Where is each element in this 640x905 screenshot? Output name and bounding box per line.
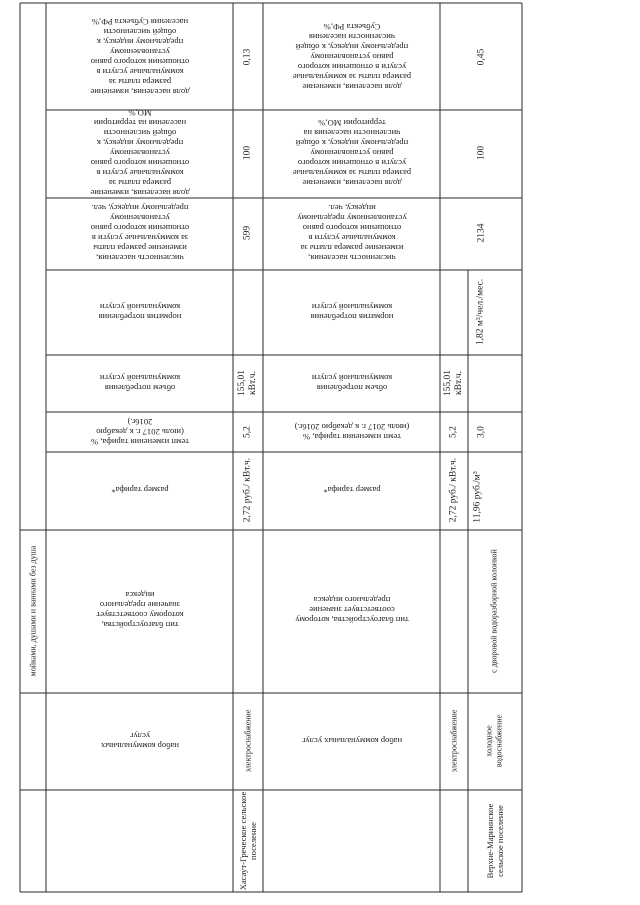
header2-tariff: размер тарифа* (323, 485, 381, 495)
header-tariff-growth: темп изменения тарифа, % (июль 2017 г. к декабрю 2016г.) (91, 417, 190, 447)
row2-tariff-growth-water: 3,0 (476, 426, 487, 438)
row1-population: 599 (242, 225, 253, 241)
header-population: численность населения, изменение размера платы за коммунальные услуги в отношении которого равно установленному предельному индексу, чел. (90, 203, 190, 263)
header2-amenity: тип благоустройства, которому соответствует значение предельного индекса (295, 595, 409, 625)
row1-volume: 155,01 кВт.ч. (237, 369, 258, 397)
header-norm: норматив потребления коммунальной услуги (98, 302, 182, 322)
header-share-percent: доля населения, изменение размера платы за коммунальные услуги в отношении которого равно установленному предельному индексу, к общей численности населения Субъекта РФ,% (90, 17, 190, 97)
header2-volume: объем потребления коммунальной услуги (311, 373, 393, 393)
row2-amenity-water: с дворовой водоразборной колонкой (489, 549, 499, 673)
header-share-mo: доля населения, изменение размера платы за коммунальные услуги в отношении которого равно установленному предельному индексу, к общей численности населения на территории МО,% (90, 108, 190, 198)
row2-tariff-growth-elec: 5,2 (448, 426, 459, 438)
header-services: набор коммунальных услуг (101, 731, 179, 751)
row1-share-mo: 100 (242, 145, 253, 161)
row2-population: 2134 (476, 223, 487, 243)
row2-volume: 155,01 кВт.ч. (443, 369, 464, 397)
row1-tariff: 2,72 руб./ кВт.ч. (242, 457, 253, 523)
row2-service-elec: электроснабжение (449, 709, 459, 773)
prev-amenity-text: мойками, душами и ваннами без душа (28, 545, 38, 677)
row2-norm-water: 1,82 м³/чел./мес. (475, 278, 486, 346)
header2-share-percent: доля населения, изменение размера платы за коммунальные услуги в отношении которого равно установленному предельному индексу, к общей численности населения Субъекта РФ,% (292, 22, 412, 92)
header-amenity: тип благоустройства, которому соответствует значение предельного индекса (96, 590, 184, 630)
header2-share-mo: доля населения, изменение размера платы за коммунальные услуги в отношении которого равно установленному предельному индексу, к общей численности населения на территории МО,% (292, 118, 412, 188)
row2-settlement: Верхне-Мариинское сельское поселение (485, 803, 505, 879)
header2-population: численность населения, изменение размера платы за коммунальные услуги в отношении которого равно установленному предельному индексу, чел. (297, 203, 407, 263)
header2-norm: норматив потребления коммунальной услуги (310, 302, 394, 322)
row2-share-percent: 0,45 (476, 48, 487, 66)
row2-service-water: холодное водоснабжение (484, 714, 503, 768)
row2-tariff-water: 11,96 руб./м³ (472, 471, 483, 523)
row1-share-percent: 0,13 (242, 48, 253, 66)
row2-share-mo: 100 (476, 145, 487, 161)
header2-tariff-growth: темп изменения тарифа, % (июль 2017 г. к декабрю 2016г.) (294, 422, 410, 442)
row1-tariff-growth: 5,2 (242, 426, 253, 438)
header2-services: набор коммунальных услуг (301, 736, 403, 746)
row1-service: электроснабжение (243, 709, 253, 773)
row1-settlement: Хасаут-Греческое сельское поселение (238, 791, 258, 891)
header-tariff: размер тарифа* (111, 485, 169, 495)
row2-tariff-elec: 2,72 руб./ кВт.ч. (448, 457, 459, 523)
header-volume: объем потребления коммунальной услуги (99, 373, 181, 393)
